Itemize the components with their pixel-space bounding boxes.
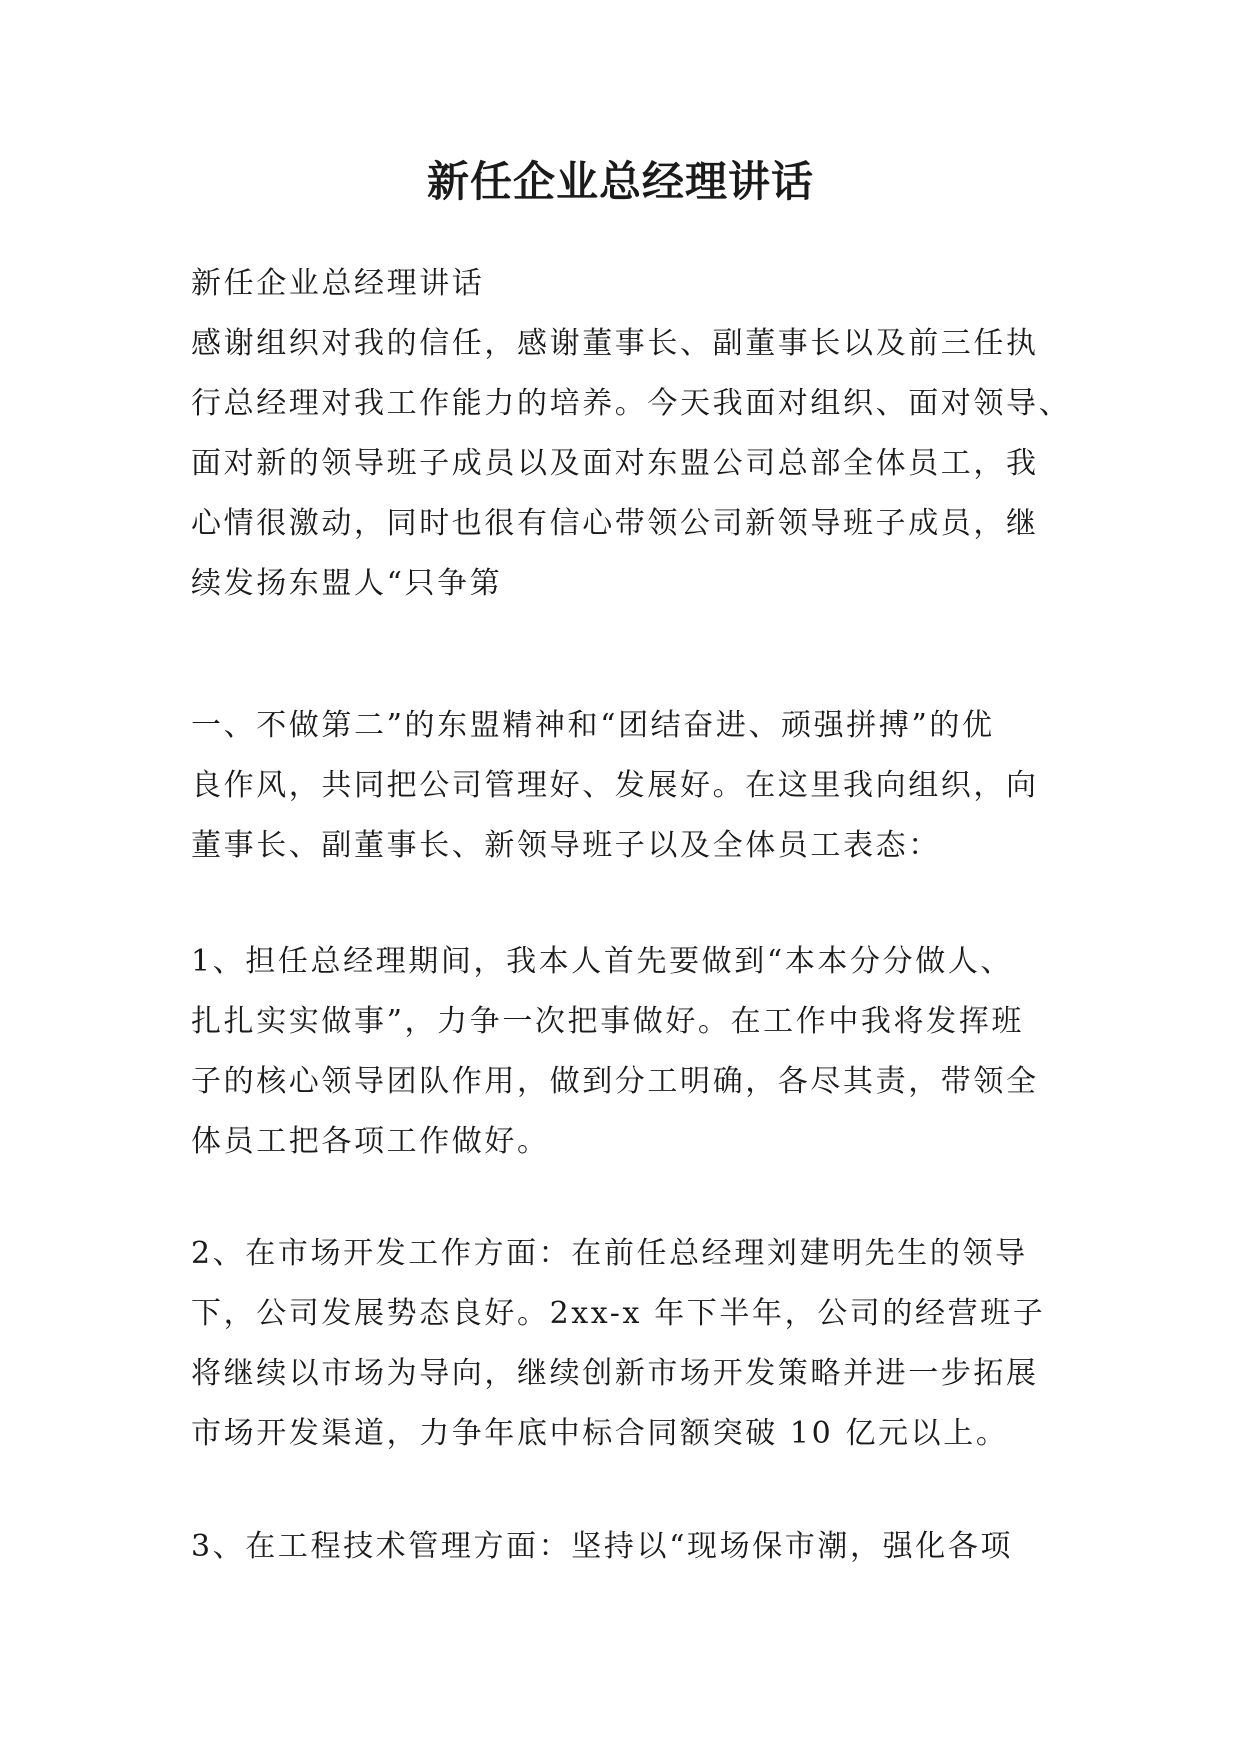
paragraph-line: 续发扬东盟人“只争第: [191, 566, 503, 601]
paragraph-line: 一、不做第二”的东盟精神和“团结奋进、顽强拼搏”的优: [191, 708, 995, 743]
paragraph-line: 董事长、副董事长、新领导班子以及全体员工表态：: [191, 828, 941, 863]
paragraph-item-3: [191, 1517, 1051, 1577]
paragraph-line: 市场开发渠道，力争年底中标合同额突破 10 亿元以上。: [191, 1416, 1009, 1451]
paragraph-line: 感谢组织对我的信任，感谢董事长、副董事长以及前三任执: [191, 326, 1039, 361]
paragraph-line: 行总经理对我工作能力的培养。今天我面对组织、面对领导、: [191, 386, 1072, 421]
paragraph-line: 2、在市场开发工作方面：在前任总经理刘建明先生的领导: [191, 1236, 1028, 1271]
paragraph-line: 将继续以市场为导向，继续创新市场开发策略并进一步拓展: [191, 1356, 1039, 1391]
paragraph-line: 子的核心领导团队作用，做到分工明确，各尽其责，带领全: [191, 1064, 1039, 1099]
paragraph-line: 3、在工程技术管理方面：坚持以“现场保市潮，强化各项: [191, 1529, 1014, 1564]
paragraph-line: 良作风，共同把公司管理好、发展好。在这里我向组织，向: [191, 768, 1039, 803]
paragraph-line: 面对新的领导班子成员以及面对东盟公司总部全体员工，我: [191, 446, 1039, 481]
paragraph-line: 新任企业总经理讲话: [191, 266, 485, 301]
paragraph-line: 1、担任总经理期间，我本人首先要做到“本本分分做人、: [191, 944, 1014, 979]
paragraph-section-one: [191, 696, 1051, 876]
document-title: 新任企业总经理讲话: [426, 157, 814, 206]
paragraph-line: 心情很激动，同时也很有信心带领公司新领导班子成员，继: [191, 506, 1039, 541]
paragraph-intro: [191, 254, 1072, 614]
paragraph-line: 扎扎实实做事”，力争一次把事做好。在工作中我将发挥班: [191, 1004, 1024, 1039]
paragraph-line: 体员工把各项工作做好。: [191, 1124, 550, 1159]
paragraph-item-2: [191, 1224, 1051, 1464]
paragraph-line: 下，公司发展势态良好。2xx-x 年下半年，公司的经营班子: [191, 1296, 1046, 1331]
paragraph-item-1: [191, 932, 1051, 1172]
